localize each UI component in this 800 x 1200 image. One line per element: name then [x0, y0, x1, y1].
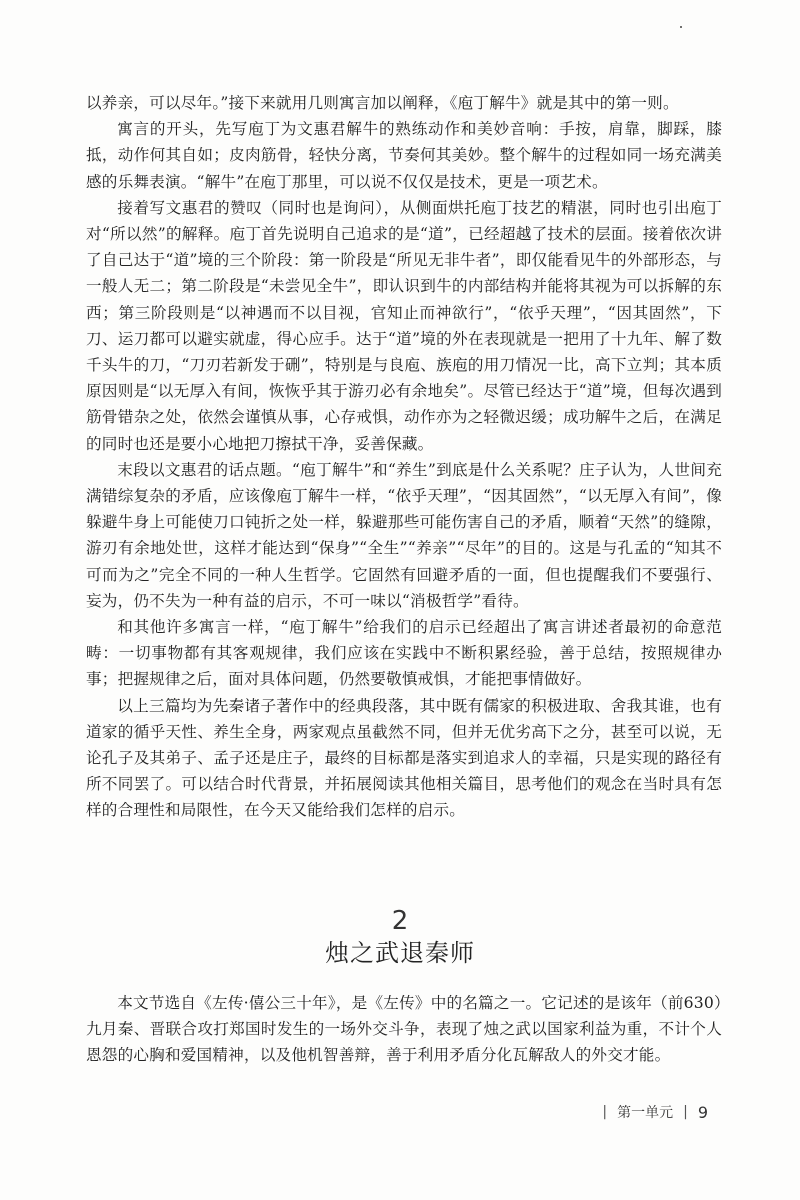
footer-separator-right: |: [683, 1104, 688, 1120]
page-number: 9: [697, 1102, 708, 1122]
intro-paragraph: 本文节选自《左传·僖公三十年》，是《左传》中的名篇之一。它记述的是该年（前630）九月秦、晋联合攻打郑国时发生的一场外交斗争，表现了烛之武以国家利益为重，不计个人恩怨的心胸和爱国精神，以及他机智善辩，善于利用矛盾分化瓦解敌人的外交才能。: [86, 994, 722, 1065]
commentary-body: [86, 90, 722, 824]
section-title: 烛之武退秦师: [325, 939, 475, 967]
section-number: 2: [391, 906, 409, 936]
page-footer: [602, 1102, 708, 1122]
section-heading: [0, 906, 800, 970]
footer-separator-left: |: [602, 1104, 608, 1120]
paragraph: 末段以文惠君的话点题。“庖丁解牛”和“养生”到底是什么关系呢？庄子认为，人世间充满错综复杂的矛盾，应该像庖丁解牛一样，“依乎天理”，“因其固然”，“以无厚入有间”，像躲避牛身上可能使刀口钝折之处一样，躲避那些可能伤害自己的矛盾，顺着“天然”的缝隙，游刃有余地处世，这样才能达到“保身”“全生”“养亲”“尽年”的目的。这是与孔孟的“知其不可而为之”完全不同的一种人生哲学。它固然有回避矛盾的一面，但也提醒我们不要强行、妄为，仍不失为一种有益的启示，不可一味以“消极哲学”看待。: [86, 460, 722, 610]
paragraph: 接着写文惠君的赞叹（同时也是询问），从侧面烘托庖丁技艺的精湛，同时也引出庖丁对“所以然”的解释。庖丁首先说明自己追求的是“道”，已经超越了技术的层面。接着依次讲了自己达于“道”境的三个阶段：第一阶段是“所见无非牛者”，即仅能看见牛的外部形态，与一般人无二；第二阶段是“未尝见全牛”，即认识到牛的内部结构并能将其视为可以拆解的东西；第三阶段则是“以神遇而不以目视，官知止而神欲行”，“依乎天理”，“因其固然”，下刀、运刀都可以避实就虚，得心应手。达于“道”境的外在表现就是一把用了十九年、解了数千头牛的刀，“刀刃若新发于硎”，特别是与良庖、族庖的用刀情况一比，高下立判；其本质原因则是“以无厚入有间，恢恢乎其于游刃必有余地矣”。尽管已经达于“道”境，但每次遇到筋骨错杂之处，依然会谨慎从事，心存戒惧，动作亦为之轻微迟缓；成功解牛之后，在满足的同时也还是要小心地把刀擦拭干净，妥善保藏。: [86, 198, 722, 453]
paragraph: 和其他许多寓言一样，“庖丁解牛”给我们的启示已经超出了寓言讲述者最初的命意范畴：一切事物都有其客观规律，我们应该在实践中不断积累经验，善于总结，按照规律办事；把握规律之后，面对具体问题，仍然要敬慎戒惧，才能把事情做好。: [86, 618, 722, 689]
section-intro: [86, 990, 722, 1069]
paragraph-continuation: 以养亲，可以尽年。”接下来就用几则寓言加以阐释，《庖丁解牛》就是其中的第一则。: [86, 94, 679, 112]
unit-label: 第一单元: [617, 1105, 674, 1121]
paragraph: 以上三篇均为先秦诸子著作中的经典段落，其中既有儒家的积极进取、舍我其谁，也有道家的循乎天性、养生全身，两家观点虽截然不同，但并无优劣高下之分，甚至可以说，无论孔子及其弟子、孟子还是庄子，最终的目标都是落实到追求人的幸福，只是实现的路径有所不同罢了。可以结合时代背景，并拓展阅读其他相关篇目，思考他们的观念在当时具有怎样的合理性和局限性，在今天又能给我们怎样的启示。: [86, 696, 722, 820]
paragraph: 寓言的开头，先写庖丁为文惠君解牛的熟练动作和美妙音响：手按，肩靠，脚踩，膝抵，动作何其自如；皮肉筋骨，轻快分离，节奏何其美妙。整个解牛的过程如同一场充满美感的乐舞表演。“解牛”在庖丁那里，可以说不仅仅是技术，更是一项艺术。: [86, 120, 722, 191]
scan-dot: [680, 26, 682, 28]
